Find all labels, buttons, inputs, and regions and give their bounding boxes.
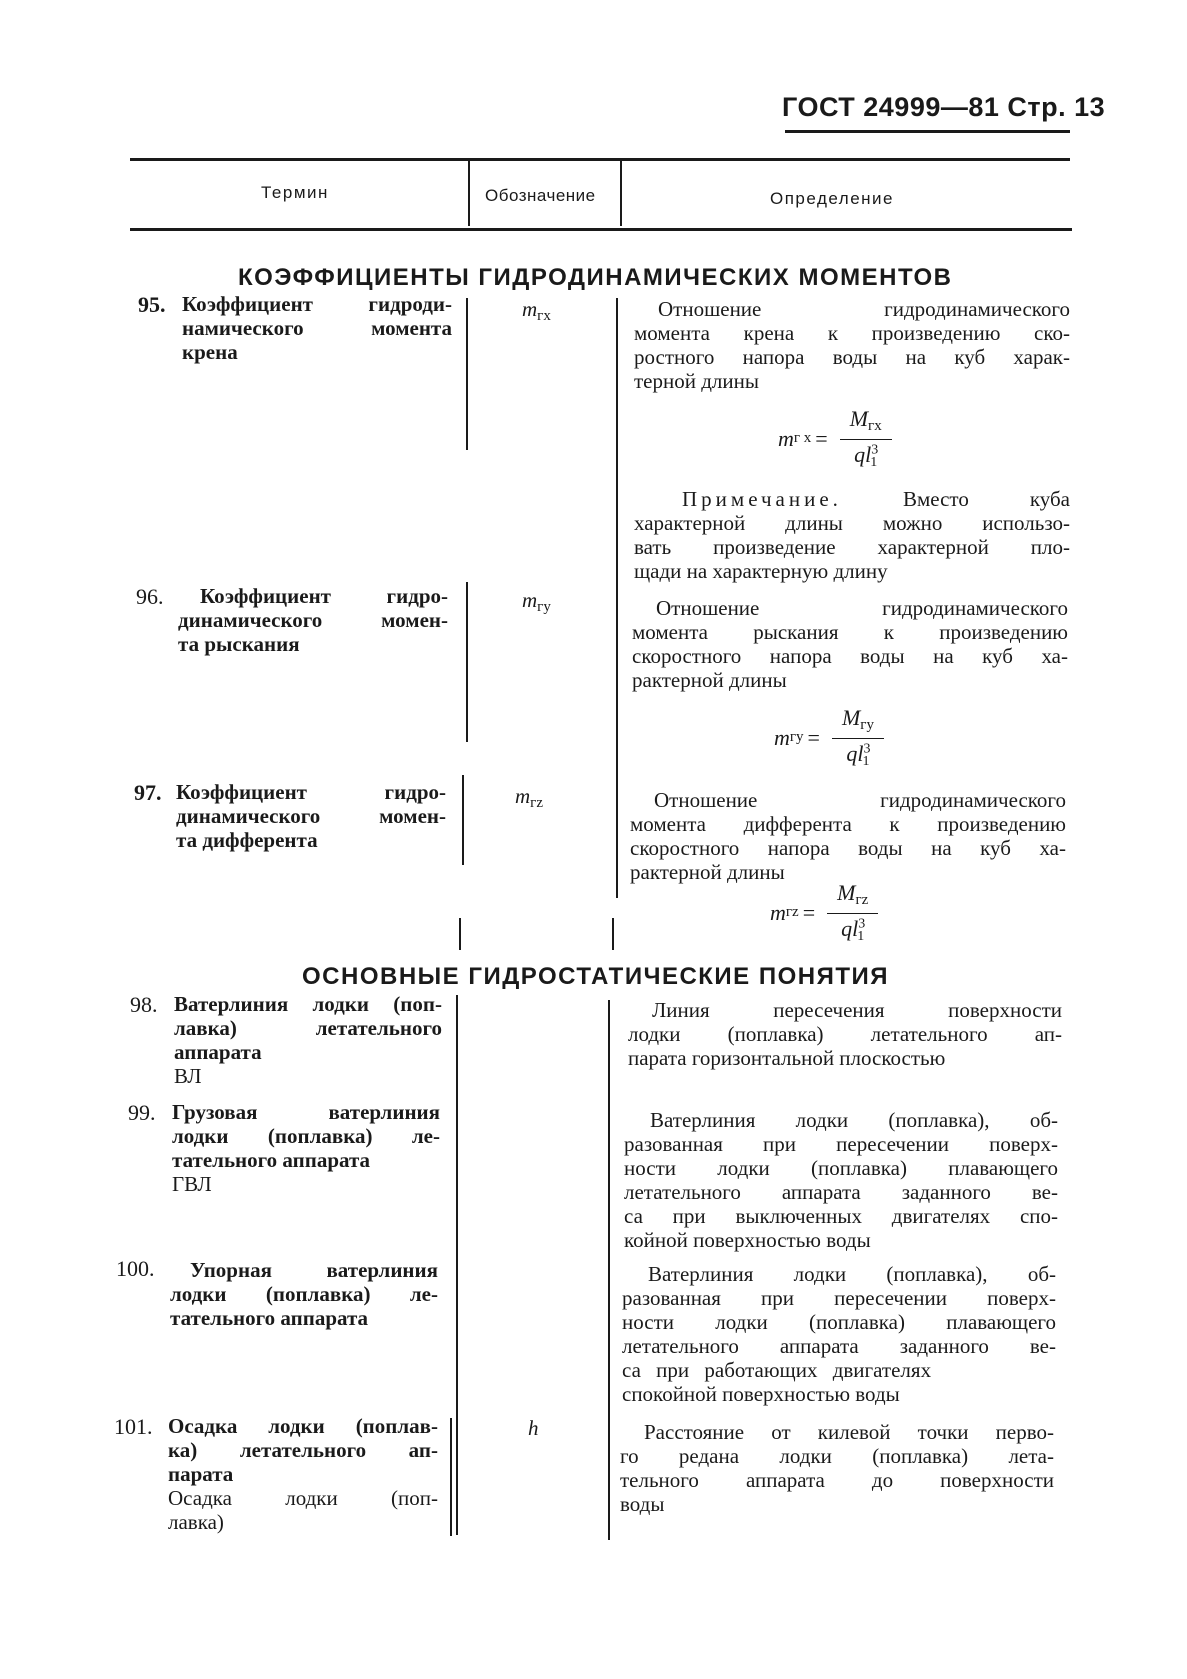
entry-97-def-line: скоростного напора воды на куб ха- — [630, 836, 1066, 860]
entry-95-def-line: ростного напора воды на куб харак- — [634, 345, 1070, 369]
entry-98-def-line: лодки (поплавка) летательного ап- — [628, 1022, 1062, 1046]
page-header: ГОСТ 24999—81 Стр. 13 — [782, 92, 1106, 122]
table-head-rule — [130, 228, 1072, 231]
body-divider-3b — [450, 1418, 452, 1536]
entry-97-term — [176, 780, 446, 852]
entry-100-def-line: Ватерлиния лодки (поплавка), об- — [648, 1262, 1056, 1286]
entry-96-term-line: динамического момен- — [178, 608, 448, 632]
entry-95-formula: m г x = $\frac{M_{гх}}{ql^3_1}$ — [778, 406, 892, 471]
entry-98-number: 98. — [130, 992, 158, 1017]
table-top-rule — [130, 158, 1070, 161]
entry-100-term-line: Упорная ватерлиния — [190, 1258, 438, 1282]
entry-98-term-line: Ватерлиния лодки (поп- — [174, 992, 442, 1016]
entry-101-def-line: Расстояние от килевой точки перво- — [644, 1420, 1054, 1444]
entry-99-term — [172, 1100, 440, 1196]
entry-101-alt-term: Осадка лодки (поп- — [168, 1486, 438, 1510]
entry-100-def-line: разованная при пересечении поверх- — [622, 1286, 1056, 1310]
entry-95-term-line: Коэффициент гидроди- — [182, 292, 452, 316]
entry-99-def-line: са при выключенных двигателях спо- — [624, 1204, 1058, 1228]
head-divider-2 — [620, 160, 622, 226]
entry-95-term — [182, 292, 452, 364]
entry-98-def-line: парата горизонтальной плоскостью — [628, 1046, 946, 1070]
entry-97-term-line: та дифферента — [176, 828, 318, 852]
entry-99-term-line: тательного аппарата — [172, 1148, 371, 1172]
head-divider-1 — [468, 160, 470, 226]
entry-98-definition — [628, 998, 1062, 1070]
entry-97-def-line: момента дифферента к произведению — [630, 812, 1066, 836]
entry-97-term-line: динамического момен- — [176, 804, 446, 828]
header-underline — [785, 130, 1070, 133]
entry-96-symbol: $m_{гу}$ — [522, 588, 551, 615]
entry-98-term — [174, 992, 442, 1088]
entry-99-def-line: ности лодки (поплавка) плавающего — [624, 1156, 1058, 1180]
entry-101-alt-term: лавка) — [168, 1510, 224, 1534]
entry-100-definition — [622, 1262, 1056, 1406]
entry-96-term — [178, 584, 448, 656]
entry-96-term-line: Коэффициент гидро- — [200, 584, 448, 608]
entry-95-note — [634, 487, 1070, 583]
entry-99-def-line: Ватерлиния лодки (поплавка), об- — [650, 1108, 1058, 1132]
entry-97-def-line: Отношение гидродинамического — [654, 788, 1066, 812]
column-header-definition: Определение — [770, 189, 894, 208]
entry-101-term-line: парата — [168, 1462, 234, 1486]
entry-98-abbreviation: ВЛ — [174, 1064, 202, 1088]
entry-100-def-line: ности лодки (поплавка) плавающего — [622, 1310, 1056, 1334]
entry-100-def-line: летательного аппарата заданного ве- — [622, 1334, 1056, 1358]
entry-100-term-line: лодки (поплавка) ле- — [170, 1282, 438, 1306]
column-header-symbol: Обозначение — [485, 186, 596, 205]
entry-99-term-line: Грузовая ватерлиния — [172, 1100, 440, 1124]
entry-96-def-line: рактерной длины — [632, 668, 787, 692]
entry-101-term-line: Осадка лодки (поплав- — [168, 1414, 438, 1438]
entry-95-definition — [634, 297, 1070, 393]
entry-96-number: 96. — [136, 584, 164, 609]
entry-95-note-line: щади на характерную длину — [634, 559, 888, 583]
body-divider-1c — [462, 775, 464, 865]
entry-99-def-line: разованная при пересечении поверх- — [624, 1132, 1058, 1156]
entry-95-symbol: $m_{гх}$ — [522, 297, 551, 324]
entry-97-definition — [630, 788, 1066, 884]
entry-95-def-line: момента крена к произведению ско- — [634, 321, 1070, 345]
entry-97-number: 97. — [134, 780, 162, 805]
entry-99-term-line: лодки (поплавка) ле- — [172, 1124, 440, 1148]
body-divider-1d — [459, 918, 461, 950]
body-divider-2a — [616, 298, 618, 898]
body-divider-3a — [456, 995, 458, 1535]
entry-99-definition — [624, 1108, 1058, 1252]
entry-95-def-line: Отношение гидродинамического — [658, 297, 1070, 321]
entry-95-term-line: намического момента — [182, 316, 452, 340]
entry-100-term-line: тательного аппарата — [170, 1306, 369, 1330]
body-divider-4a — [608, 1000, 610, 1540]
entry-97-formula: m гz = $\frac{M_{гz}}{ql^3_1}$ — [770, 880, 878, 945]
entry-98-term-line: аппарата — [174, 1040, 262, 1064]
entry-100-number: 100. — [116, 1256, 155, 1281]
entry-100-def-line: спокойной поверхностью воды — [622, 1382, 900, 1406]
entry-96-formula: m гу = $\frac{M_{гу}}{ql^3_1}$ — [774, 705, 884, 770]
entry-99-def-line: койной поверхностью воды — [624, 1228, 871, 1252]
entry-101-term — [168, 1414, 438, 1534]
entry-95-def-line: терной длины — [634, 369, 759, 393]
entry-101-def-line: тельного аппарата до поверхности — [620, 1468, 1054, 1492]
entry-98-def-line: Линия пересечения поверхности — [652, 998, 1062, 1022]
entry-96-definition — [632, 596, 1068, 692]
entry-96-def-line: момента рыскания к произведению — [632, 620, 1068, 644]
entry-97-symbol: $m_{гz}$ — [515, 784, 543, 811]
entry-100-term — [170, 1258, 438, 1330]
entry-99-def-line: летательного аппарата заданного ве- — [624, 1180, 1058, 1204]
entry-96-term-line: та рыскания — [178, 632, 300, 656]
entry-95-term-line: крена — [182, 340, 238, 364]
entry-95-number: 95. — [138, 292, 166, 317]
entry-101-symbol: h — [528, 1416, 539, 1440]
entry-99-abbreviation: ГВЛ — [172, 1172, 212, 1196]
note-label: Примечание. — [682, 487, 842, 511]
entry-97-def-line: рактерной длины — [630, 860, 785, 884]
entry-95-note-line: характерной длины можно использо- — [634, 511, 1070, 535]
section-title-hydrodynamic: КОЭФФИЦИЕНТЫ ГИДРОДИНАМИЧЕСКИХ МОМЕНТОВ — [238, 264, 953, 291]
entry-101-definition — [620, 1420, 1054, 1516]
column-header-term: Термин — [261, 183, 329, 202]
body-divider-1a — [466, 298, 468, 450]
body-divider-2b — [612, 918, 614, 950]
entry-101-number: 101. — [114, 1414, 153, 1439]
entry-97-term-line: Коэффициент гидро- — [176, 780, 446, 804]
entry-99-number: 99. — [128, 1100, 156, 1125]
entry-101-term-line: ка) летательного ап- — [168, 1438, 438, 1462]
entry-101-def-line: воды — [620, 1492, 665, 1516]
section-title-hydrostatic: ОСНОВНЫЕ ГИДРОСТАТИЧЕСКИЕ ПОНЯТИЯ — [302, 963, 890, 990]
entry-101-def-line: го редана лодки (поплавка) лета- — [620, 1444, 1054, 1468]
entry-100-def-line: са при работающих двигателях — [622, 1358, 932, 1382]
entry-96-def-line: Отношение гидродинамического — [656, 596, 1068, 620]
entry-96-def-line: скоростного напора воды на куб ха- — [632, 644, 1068, 668]
body-divider-1b — [466, 582, 468, 742]
entry-95-note-line: вать произведение характерной пло- — [634, 535, 1070, 559]
entry-98-term-line: лавка) летательного — [174, 1016, 442, 1040]
entry-95-note-line: Примечание. Вместо куба — [682, 487, 1071, 511]
